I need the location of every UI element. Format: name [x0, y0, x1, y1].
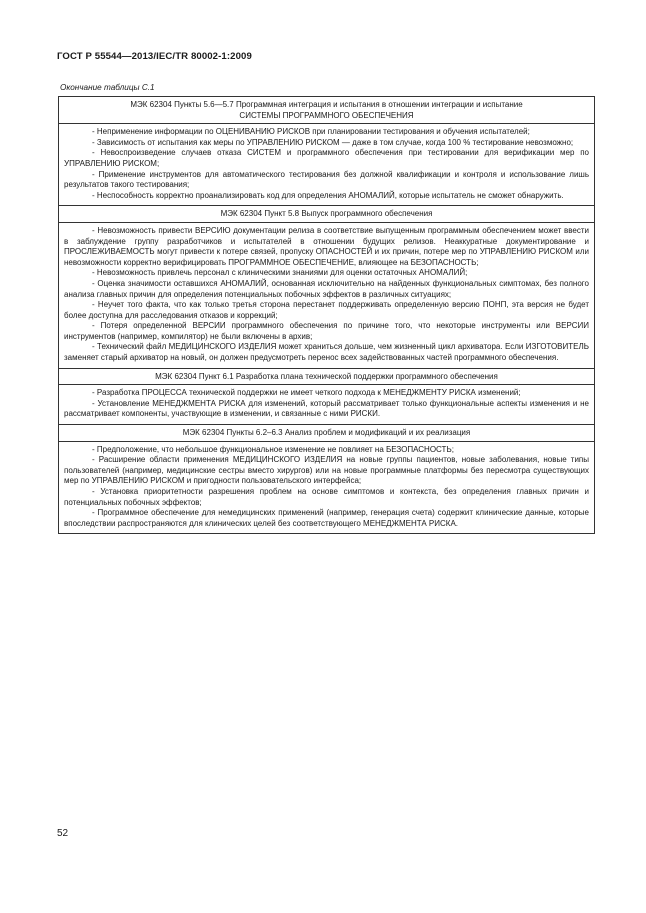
risk-item: - Невозможность привести ВЕРСИЮ документации релиза в соответствие выпущенным программным обеспечением может ввести в заблуждение группу разработчиков и испытателей в отношении будущих релизов. Неаккуратные документирование и ПРОСЛЕЖИВАЕМОСТЬ могут привести к потере связей, пропуску ОПАСНОСТЕЙ и их причин, потере мер по УПРАВЛЕНИЮ РИСКОМ или невозможности корректно верифицировать ПРОГРАММНОЕ ОБЕСПЕЧЕНИЕ, влияющее на БЕЗОПАСНОСТЬ;	[64, 225, 589, 267]
risk-item: - Разработка ПРОЦЕССА технической поддержки не имеет четкого подхода к МЕНЕДЖМЕНТУ РИСКА изменений;	[92, 388, 521, 398]
section-heading-6-2	[59, 425, 594, 442]
section-body-5-8	[59, 223, 594, 369]
section-heading-line: МЭК 62304 Пункты 5.6—5.7 Программная интеграция и испытания в отношении интеграции и испытание	[130, 100, 523, 109]
section-heading-line: МЭК 62304 Пункт 6.1 Разработка плана технической поддержки программного обеспечения	[155, 371, 498, 381]
risk-item: - Установление МЕНЕДЖМЕНТА РИСКА для изменений, который рассматривает только функциональные аспекты изменения и не рассматривает компоненты, участвующие в изменении, и связанные с ними РИСКИ.	[64, 398, 589, 419]
page-number: 52	[57, 828, 69, 839]
risk-item: - Оценка значимости оставшихся АНОМАЛИЙ, основанная исключительно на найденных функциональных симптомах, без полного анализа главных причин для определения потенциальных побочных эффектов в различных ситуациях;	[64, 278, 589, 299]
section-heading-line: СИСТЕМЫ ПРОГРАММНОГО ОБЕСПЕЧЕНИЯ	[239, 110, 414, 120]
section-heading-line: МЭК 62304 Пункты 6.2–6.3 Анализ проблем и модификаций и их реализация	[182, 428, 471, 438]
table-caption: Окончание таблицы С.1	[60, 83, 155, 92]
risk-item: - Технический файл МЕДИЦИНСКОГО ИЗДЕЛИЯ может храниться дольше, чем жизненный цикл архиватора. Если ИЗГОТОВИТЕЛЬ заменяет старый архиватор на новый, он должен предусмотреть перенос всех задействованных частей программного обеспечения.	[64, 342, 589, 363]
risk-table	[58, 96, 595, 534]
risk-item: - Программное обеспечение для немедицинских применений (например, генерация счета) содержит клинические данные, которые впоследствии распространяются для клинических целей без соответствующего МЕНЕДЖМЕНТА РИСКА.	[64, 508, 589, 528]
risk-item: - Предположение, что небольшое функциональное изменение не повлияет на БЕЗОПАСНОСТЬ;	[92, 444, 454, 454]
section-heading-line: МЭК 62304 Пункт 5.8 Выпуск программного обеспечения	[220, 209, 433, 219]
section-heading-6-1	[59, 369, 594, 386]
section-heading-5-8	[59, 206, 594, 223]
risk-item: - Расширение области применения МЕДИЦИНСКОГО ИЗДЕЛИЯ на новые группы пациентов, новые заболевания, новые типы пользователей (например, медицинские сестры вместо хирургов) или на новые программные платформы без пересмотра существующих мер по УПРАВЛЕНИЮ РИСКОМ и пригодности пользовательского интерфейса;	[64, 455, 589, 486]
section-body-6-2	[59, 442, 594, 534]
risk-item: - Невозможность привлечь персонал с клиническими знаниями для оценки остаточных АНОМАЛИЙ;	[92, 268, 468, 278]
risk-item: - Потеря определенной ВЕРСИИ программного обеспечения по причине того, что некоторые инструменты или ВЕРСИИ инструментов (например, компилятор) не были включены в архив;	[64, 321, 589, 341]
section-heading-5-6	[59, 97, 594, 124]
document-header: ГОСТ Р 55544—2013/IEC/TR 80002-1:2009	[57, 51, 252, 62]
risk-item: - Невоспроизведение случаев отказа СИСТЕМ и программного обеспечения при тестировании для верификации мер по УПРАВЛЕНИЮ РИСКОМ;	[64, 148, 589, 168]
risk-item: - Неспособность корректно проанализировать код для определения АНОМАЛИЙ, которые испытатель не сможет обнаружить.	[92, 190, 564, 200]
risk-item: - Установка приоритетности разрешения проблем на основе симптомов и контекста, без определения главных причин и потенциальных побочных эффектов;	[64, 487, 589, 507]
risk-item: - Применение инструментов для автоматического тестирования без должной квалификации и контроля и использование лишь результатов такого тестирования;	[64, 169, 589, 190]
section-body-5-6	[59, 124, 594, 206]
risk-item: - Неприменение информации по ОЦЕНИВАНИЮ РИСКОВ при планировании тестирования и обучения испытателей;	[92, 127, 530, 137]
risk-item: - Зависимость от испытания как меры по УПРАВЛЕНИЮ РИСКОМ — даже в том случае, когда 100 % тестирование невозможно;	[92, 137, 574, 147]
risk-item: - Неучет того факта, что как только третья сторона перестанет поддерживать определенную версию ПОНП, эта версия не будет более доступна для расследования отказов и коррекций;	[64, 300, 589, 320]
section-body-6-1	[59, 385, 594, 425]
